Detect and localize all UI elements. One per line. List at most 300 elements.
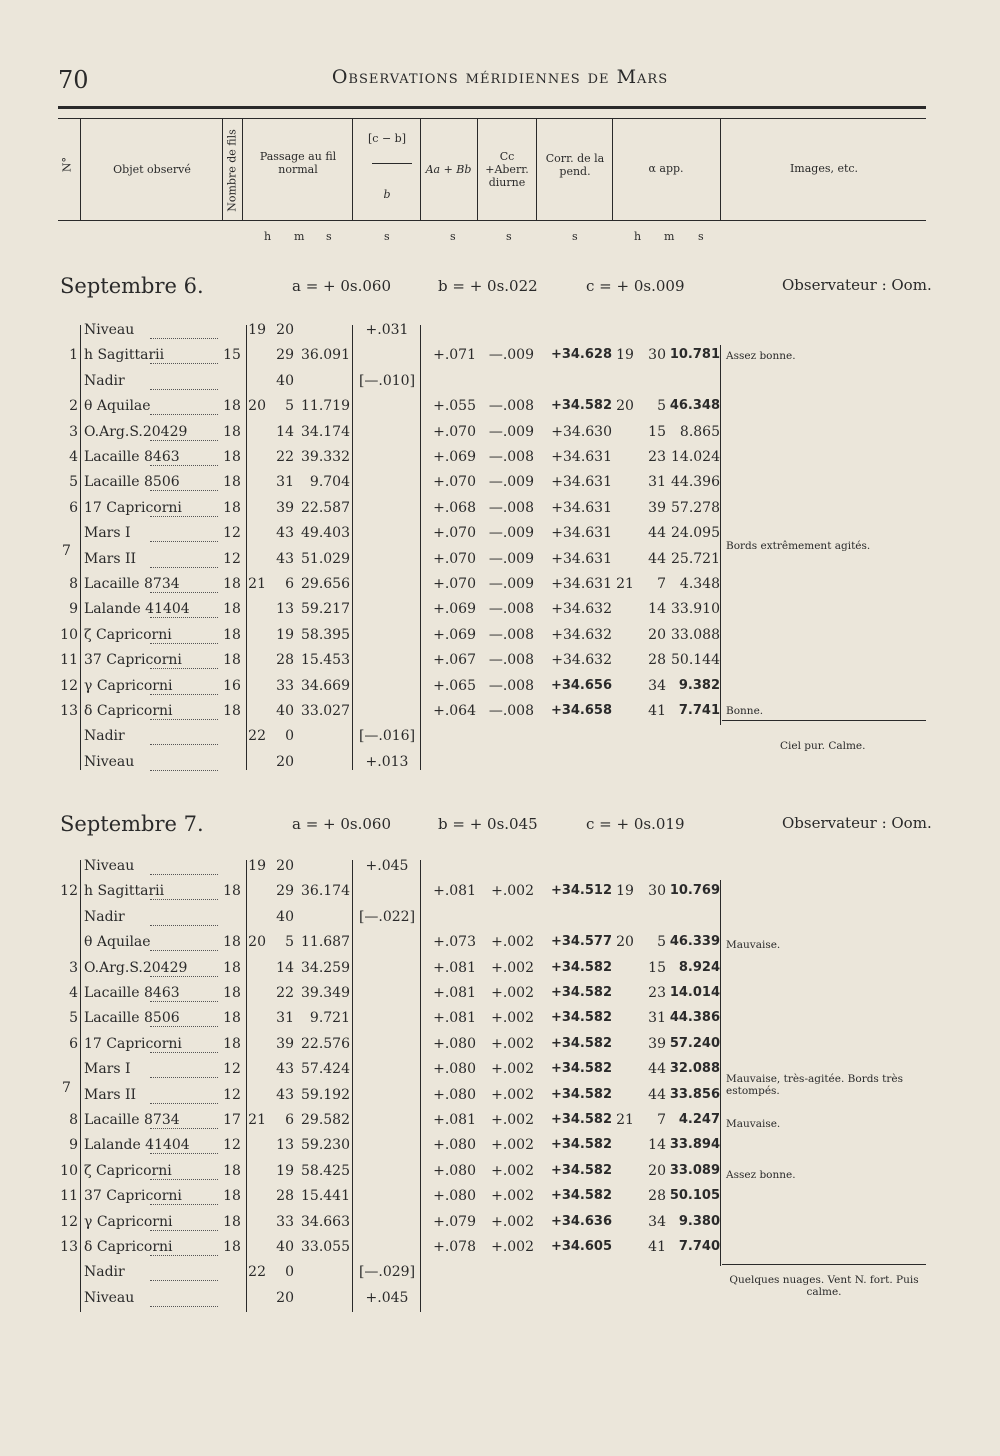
pendulum-correction: +34.632 (551, 601, 612, 618)
object-name: Nadir (84, 1264, 128, 1280)
passage-minute: 28 (276, 1188, 294, 1205)
ra-minute: 14 (648, 601, 666, 618)
row-number: 9 (69, 601, 78, 618)
passage-hour: 20 (248, 398, 266, 415)
cc-aberration-value: —.008 (488, 601, 534, 618)
table-row (0, 627, 1000, 652)
aa-bb-value: +.070 (433, 423, 476, 440)
object-name: Lalande 41404 (84, 601, 193, 617)
passage-second: 58.425 (301, 1162, 350, 1179)
ra-minute: 23 (648, 449, 666, 465)
passage-minute: 19 (276, 626, 294, 643)
aa-bb-value: +.081 (433, 883, 476, 900)
ra-minute: 5 (657, 934, 666, 951)
passage-minute: 6 (285, 1112, 294, 1128)
table-row (0, 754, 1000, 779)
pendulum-correction: +34.631 (551, 449, 612, 465)
param-b: b = + 0s.045 (438, 815, 538, 833)
ra-second: 33.910 (671, 601, 720, 618)
aa-bb-value: +.079 (433, 1213, 476, 1230)
object-name: Nadir (84, 373, 128, 389)
row-number: 12 (60, 883, 78, 900)
table-row (0, 1188, 1000, 1213)
aa-bb-value: +.067 (433, 652, 476, 669)
cc-aberration-value: —.009 (488, 347, 534, 364)
fil-count: 18 (223, 883, 241, 900)
fil-count: 18 (223, 1188, 241, 1205)
passage-minute: 20 (276, 753, 294, 770)
pendulum-correction: +34.632 (551, 626, 612, 643)
passage-minute: 40 (276, 908, 294, 925)
pendulum-correction: +34.582 (550, 1086, 612, 1102)
object-name: O.Arg.S.20429 (84, 424, 190, 440)
cc-aberration-value: +.002 (491, 1112, 534, 1128)
object-name: γ Capricorni (84, 1214, 175, 1230)
remark: Mauvaise, très-agitée. Bords très estompés. (726, 1073, 903, 1097)
table-row (0, 909, 1000, 934)
pendulum-correction: +34.582 (550, 959, 612, 975)
passage-minute: 22 (276, 449, 294, 465)
table-row (0, 703, 1000, 728)
ra-minute: 7 (657, 1112, 666, 1128)
object-name: Lacaille 8463 (84, 985, 183, 1001)
ra-second: 32.088 (669, 1061, 720, 1077)
passage-hour: 22 (248, 1264, 266, 1281)
fil-count: 18 (223, 652, 241, 669)
ra-minute: 44 (648, 550, 666, 567)
table-row (0, 500, 1000, 525)
aa-bb-value: +.070 (433, 576, 476, 592)
ra-second: 9.380 (678, 1213, 720, 1229)
unit-s: s (506, 230, 512, 243)
ra-minute: 34 (648, 677, 666, 694)
aa-bb-value: +.069 (433, 626, 476, 643)
ra-second: 33.089 (669, 1162, 720, 1178)
ra-second: 14.014 (669, 985, 720, 1000)
cc-aberration-value: +.002 (491, 1162, 534, 1179)
ra-hour: 21 (616, 576, 634, 592)
ra-minute: 15 (648, 959, 666, 976)
aa-bb-value: +.080 (433, 1035, 476, 1052)
object-name: Mars II (84, 551, 139, 567)
row-number: 12 (60, 1213, 78, 1230)
table-row (0, 960, 1000, 985)
table-row (0, 1163, 1000, 1188)
cc-aberration-value: +.002 (491, 1035, 534, 1052)
unit-h: h (634, 230, 642, 243)
passage-minute: 39 (276, 499, 294, 516)
ra-second: 57.240 (669, 1035, 720, 1051)
ra-second: 10.769 (669, 883, 720, 899)
pendulum-correction: +34.512 (550, 883, 612, 899)
cc-aberration-value: —.009 (488, 423, 534, 440)
passage-minute: 13 (276, 601, 294, 618)
cc-aberration-value: —.009 (488, 474, 534, 491)
object-name: Niveau (84, 858, 137, 874)
table-row (0, 934, 1000, 959)
aa-bb-value: +.078 (433, 1239, 476, 1255)
fil-count: 12 (223, 1061, 241, 1078)
cc-aberration-value: —.009 (488, 576, 534, 592)
passage-second: 15.453 (301, 652, 350, 669)
table-row (0, 678, 1000, 703)
fil-count: 12 (223, 525, 241, 542)
ra-second: 4.348 (679, 576, 720, 592)
passage-hour: 19 (248, 858, 266, 874)
aa-bb-value: +.073 (433, 934, 476, 951)
pendulum-correction: +34.582 (550, 1035, 612, 1051)
passage-minute: 33 (276, 1213, 294, 1230)
passage-minute: 40 (276, 703, 294, 719)
aa-bb-value: +.070 (433, 525, 476, 542)
row-number: 11 (60, 652, 78, 669)
fil-count: 18 (223, 703, 241, 719)
ra-second: 33.088 (671, 626, 720, 643)
passage-second: 59.217 (301, 601, 350, 618)
object-name: γ Capricorni (84, 678, 175, 694)
observer: Observateur : Oom. (782, 814, 932, 832)
passage-minute: 5 (285, 398, 294, 415)
cc-aberration-value: +.002 (491, 985, 534, 1001)
ra-second: 14.024 (671, 449, 720, 465)
pendulum-correction: +34.577 (550, 934, 612, 950)
row-number: 10 (60, 626, 78, 643)
dot-leader (150, 1268, 218, 1281)
table-row (0, 1214, 1000, 1239)
passage-second: 11.687 (301, 934, 350, 951)
object-name: Niveau (84, 322, 137, 338)
object-name: Nadir (84, 728, 128, 744)
table-row (0, 1036, 1000, 1061)
aa-bb-value: +.065 (433, 677, 476, 694)
row-number: 12 (60, 677, 78, 694)
ra-minute: 44 (648, 1086, 666, 1103)
table-row (0, 883, 1000, 908)
pendulum-correction: +34.582 (550, 1162, 612, 1178)
aa-bb-value: +.080 (433, 1137, 476, 1154)
row-number: 1 (69, 347, 78, 364)
fil-count: 15 (223, 347, 241, 364)
pendulum-correction: +34.582 (550, 1061, 612, 1077)
fil-count: 18 (223, 985, 241, 1001)
passage-minute: 14 (276, 959, 294, 976)
aa-bb-value: +.071 (433, 347, 476, 364)
unit-m: m (664, 230, 675, 243)
pendulum-correction: +34.630 (551, 423, 612, 440)
object-name: Lacaille 8506 (84, 1010, 183, 1026)
unit-s: s (326, 230, 332, 243)
aa-bb-value: +.070 (433, 474, 476, 491)
ra-second: 10.781 (669, 347, 720, 363)
fil-count: 18 (223, 398, 241, 415)
passage-second: 9.704 (309, 474, 350, 491)
ra-second: 7.740 (678, 1239, 720, 1254)
table-row (0, 652, 1000, 677)
object-name: θ Aquilae (84, 934, 154, 950)
fil-count: 18 (223, 474, 241, 491)
table-row (0, 424, 1000, 449)
ra-minute: 20 (648, 626, 666, 643)
object-name: ζ Capricorni (84, 1163, 175, 1179)
row-number: 5 (69, 474, 78, 491)
cc-aberration-value: —.009 (488, 550, 534, 567)
cc-aberration-value: +.002 (491, 1239, 534, 1255)
level-correction: [—.016] (358, 728, 416, 745)
object-name: Lacaille 8463 (84, 449, 183, 465)
table-row (0, 1137, 1000, 1162)
passage-minute: 31 (276, 474, 294, 491)
object-name: Lalande 41404 (84, 1137, 193, 1153)
level-correction: [—.010] (358, 372, 416, 389)
table-row (0, 322, 1000, 347)
aa-bb-value: +.080 (433, 1061, 476, 1078)
object-name: Mars I (84, 1061, 134, 1077)
passage-minute: 20 (276, 322, 294, 338)
ra-second: 8.924 (678, 959, 720, 975)
dot-leader (150, 377, 218, 390)
passage-minute: 20 (276, 1289, 294, 1306)
row-number: 13 (60, 703, 78, 719)
pendulum-correction: +34.582 (550, 398, 612, 414)
pendulum-correction: +34.582 (550, 1188, 612, 1204)
fil-count: 18 (223, 1010, 241, 1027)
passage-hour: 20 (248, 934, 266, 951)
passage-second: 34.669 (301, 677, 350, 694)
passage-minute: 33 (276, 677, 294, 694)
object-name: Nadir (84, 909, 128, 925)
dot-leader (150, 529, 218, 542)
fil-count: 18 (223, 1162, 241, 1179)
header-corr: Corr. de la pend. (545, 152, 605, 178)
row-number: 9 (69, 1137, 78, 1154)
unit-m: m (294, 230, 305, 243)
cc-aberration-value: +.002 (491, 883, 534, 900)
object-name: Niveau (84, 754, 137, 770)
ra-second: 33.894 (669, 1137, 720, 1153)
ra-minute: 41 (648, 703, 666, 719)
object-name: O.Arg.S.20429 (84, 960, 190, 976)
level-correction: +.013 (365, 753, 409, 770)
passage-minute: 43 (276, 1061, 294, 1078)
pendulum-correction: +34.582 (550, 1137, 612, 1153)
fil-count: 12 (223, 1086, 241, 1103)
dot-leader (150, 758, 218, 771)
object-name: Lacaille 8734 (84, 576, 183, 592)
passage-second: 49.403 (301, 525, 350, 542)
cc-aberration-value: —.008 (488, 626, 534, 643)
row-number: 13 (60, 1239, 78, 1255)
pendulum-correction: +34.582 (550, 1010, 612, 1026)
cc-aberration-value: —.008 (488, 449, 534, 465)
passage-minute: 40 (276, 372, 294, 389)
pendulum-correction: +34.582 (550, 985, 612, 1000)
pendulum-correction: +34.631 (551, 525, 612, 542)
dot-leader (150, 1065, 218, 1078)
ra-minute: 44 (648, 525, 666, 542)
passage-second: 51.029 (301, 550, 350, 567)
aa-bb-value: +.069 (433, 601, 476, 618)
cc-aberration-value: +.002 (491, 1137, 534, 1154)
passage-minute: 28 (276, 652, 294, 669)
fil-count: 18 (223, 1213, 241, 1230)
remark: Bonne. (726, 705, 764, 717)
passage-second: 11.719 (301, 398, 350, 415)
remark: Assez bonne. (726, 350, 796, 362)
section-title: Septembre 7. (60, 812, 204, 836)
row-number: 5 (69, 1010, 78, 1027)
aa-bb-value: +.080 (433, 1162, 476, 1179)
passage-minute: 19 (276, 1162, 294, 1179)
passage-second: 22.576 (301, 1035, 350, 1052)
ra-minute: 23 (648, 985, 666, 1001)
header-no: N° (60, 156, 74, 173)
object-name: 17 Capricorni (84, 1036, 185, 1052)
ra-minute: 28 (648, 652, 666, 669)
unit-s: s (572, 230, 578, 243)
running-title: Observations méridiennes de Mars (331, 66, 669, 88)
row-number: 11 (60, 1188, 78, 1205)
group-number: 7 (62, 1080, 71, 1096)
passage-second: 36.091 (301, 347, 350, 364)
object-name: 37 Capricorni (84, 652, 185, 668)
ra-second: 44.386 (669, 1010, 720, 1026)
aa-bb-value: +.081 (433, 1010, 476, 1027)
row-number: 2 (69, 398, 78, 415)
passage-hour: 21 (248, 576, 266, 592)
ra-minute: 15 (648, 423, 666, 440)
passage-hour: 21 (248, 1112, 266, 1128)
fil-count: 18 (223, 934, 241, 951)
table-row (0, 601, 1000, 626)
ra-second: 7.741 (678, 703, 720, 718)
table-row (0, 985, 1000, 1010)
passage-second: 57.424 (301, 1061, 350, 1078)
header-aa-bb: Aa + Bb (425, 163, 472, 176)
object-name: ζ Capricorni (84, 627, 175, 643)
header-fils: Nombre de fils (225, 129, 239, 212)
ra-second: 4.247 (678, 1112, 720, 1127)
passage-minute: 13 (276, 1137, 294, 1154)
row-number: 10 (60, 1162, 78, 1179)
object-name: 17 Capricorni (84, 500, 185, 516)
dot-leader (150, 913, 218, 926)
passage-second: 22.587 (301, 499, 350, 516)
passage-second: 33.027 (301, 703, 350, 719)
dot-leader (150, 1091, 218, 1104)
ra-second: 57.278 (671, 499, 720, 516)
passage-second: 39.332 (301, 449, 350, 465)
object-name: Lacaille 8734 (84, 1112, 183, 1128)
passage-minute: 0 (285, 728, 294, 745)
level-correction: +.045 (365, 1289, 409, 1306)
ra-second: 9.382 (678, 677, 720, 693)
aa-bb-value: +.070 (433, 550, 476, 567)
object-name: δ Capricorni (84, 1239, 176, 1255)
passage-minute: 43 (276, 550, 294, 567)
cc-aberration-value: +.002 (491, 1213, 534, 1230)
object-name: 37 Capricorni (84, 1188, 185, 1204)
fil-count: 18 (223, 601, 241, 618)
aa-bb-value: +.080 (433, 1188, 476, 1205)
ra-minute: 28 (648, 1188, 666, 1205)
header-cb-top: [c − b] (368, 132, 406, 145)
passage-minute: 14 (276, 423, 294, 440)
unit-s: s (384, 230, 390, 243)
ra-minute: 39 (648, 499, 666, 516)
ra-minute: 5 (657, 398, 666, 415)
object-name: Niveau (84, 1290, 137, 1306)
param-a: a = + 0s.060 (292, 815, 392, 833)
ra-minute: 39 (648, 1035, 666, 1052)
fil-count: 18 (223, 959, 241, 976)
header-rule (58, 106, 926, 109)
remark: Quelques nuages. Vent N. fort. Puis calme. (729, 1274, 919, 1298)
header-images: Images, etc. (789, 162, 859, 175)
cc-aberration-value: +.002 (491, 1061, 534, 1078)
aa-bb-value: +.081 (433, 1112, 476, 1128)
pendulum-correction: +34.658 (550, 703, 612, 718)
fil-count: 18 (223, 1239, 241, 1255)
remark: Mauvaise. (726, 1118, 781, 1130)
passage-minute: 29 (276, 347, 294, 364)
passage-second: 58.395 (301, 626, 350, 643)
table-row (0, 1239, 1000, 1264)
passage-minute: 39 (276, 1035, 294, 1052)
pendulum-correction: +34.631 (551, 576, 612, 592)
passage-second: 9.721 (309, 1010, 350, 1027)
fil-count: 18 (223, 576, 241, 592)
passage-hour: 19 (248, 322, 266, 338)
passage-second: 34.663 (301, 1213, 350, 1230)
param-c: c = + 0s.019 (586, 815, 685, 833)
fil-count: 18 (223, 499, 241, 516)
param-c: c = + 0s.009 (586, 277, 685, 295)
passage-second: 29.656 (301, 576, 350, 592)
cc-aberration-value: —.008 (488, 703, 534, 719)
row-number: 6 (69, 1035, 78, 1052)
table-row (0, 858, 1000, 883)
pendulum-correction: +34.632 (551, 652, 612, 669)
ra-minute: 30 (648, 347, 666, 364)
row-number: 4 (69, 985, 78, 1001)
ra-second: 33.856 (669, 1086, 720, 1102)
object-name: Lacaille 8506 (84, 474, 183, 490)
object-name: Mars I (84, 525, 134, 541)
observer: Observateur : Oom. (782, 276, 932, 294)
cc-aberration-value: —.008 (488, 499, 534, 516)
row-number: 3 (69, 959, 78, 976)
ra-second: 44.396 (671, 474, 720, 491)
cc-aberration-value: +.002 (491, 934, 534, 951)
pendulum-correction: +34.631 (551, 474, 612, 491)
passage-second: 59.192 (301, 1086, 350, 1103)
unit-h: h (264, 230, 272, 243)
dot-leader (150, 1294, 218, 1307)
pendulum-correction: +34.582 (550, 1112, 612, 1127)
aa-bb-value: +.064 (433, 703, 476, 719)
unit-s: s (698, 230, 704, 243)
passage-minute: 6 (285, 576, 294, 592)
passage-second: 15.441 (301, 1188, 350, 1205)
object-name: δ Capricorni (84, 703, 176, 719)
ra-second: 50.144 (671, 652, 720, 669)
ra-minute: 41 (648, 1239, 666, 1255)
ra-minute: 31 (648, 474, 666, 491)
remark: Mauvaise. (726, 939, 781, 951)
cc-aberration-value: +.002 (491, 1010, 534, 1027)
table-row (0, 576, 1000, 601)
remark: Ciel pur. Calme. (780, 740, 866, 752)
